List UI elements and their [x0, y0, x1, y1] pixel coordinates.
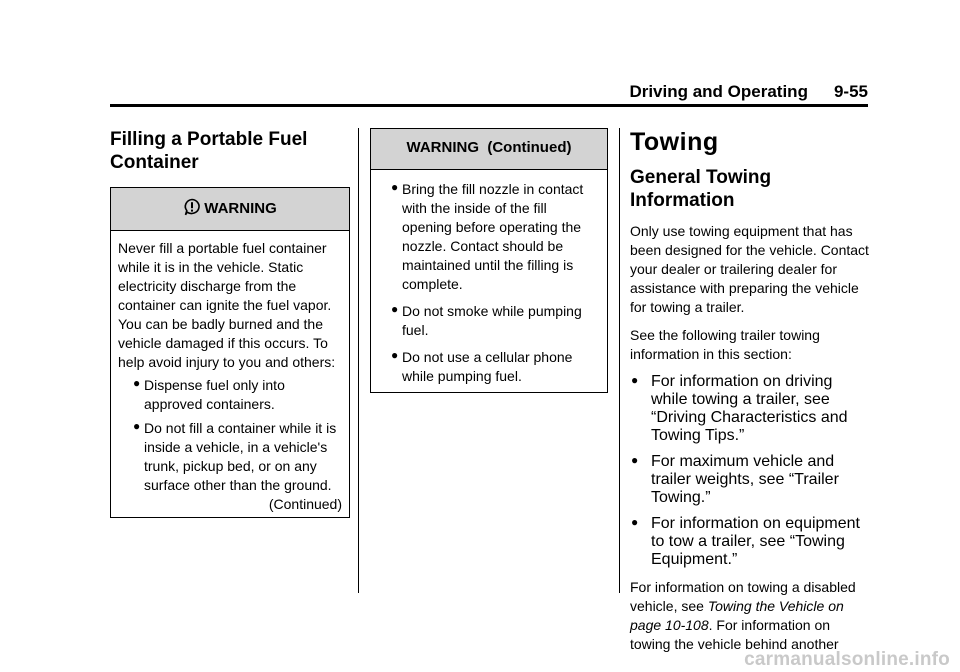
warning-box-continued — [370, 128, 608, 393]
warning-body — [111, 231, 349, 517]
list-item: ● Dispense fuel only into approved containers. — [133, 376, 285, 412]
column-2 — [370, 128, 608, 393]
bullet-icon: ● — [391, 302, 399, 316]
bullet-icon: ● — [631, 373, 639, 387]
column-divider — [619, 128, 620, 593]
section-heading: Filling a Portable Fuel Container — [110, 129, 308, 173]
list-item: ● Do not fill a container while it is inside a vehicle, in a vehicle's trunk, pickup bed, or on any surface other than the ground. — [133, 419, 337, 493]
bullet-icon: ● — [391, 348, 399, 362]
warning-body — [371, 170, 607, 392]
warning-header: WARNING (Continued) — [371, 129, 607, 170]
chapter-title: Towing — [630, 128, 719, 156]
list-item: ● Do not use a cellular phone while pumping fuel. — [391, 348, 573, 384]
warning-header — [111, 188, 349, 231]
header-rule — [110, 104, 868, 107]
section-heading: General Towing Information — [630, 167, 772, 211]
paragraph: See the following trailer towing information in this section: — [630, 327, 820, 362]
list-item: ● For maximum vehicle and trailer weights, see “Trailer Towing.” — [631, 453, 839, 506]
column-3 — [630, 128, 870, 654]
column-divider — [358, 128, 359, 593]
bullet-icon: ● — [631, 515, 639, 529]
towing-list — [630, 373, 870, 569]
warning-list — [118, 376, 342, 495]
warning-text: Never fill a portable fuel container while it is in the vehicle. Static electricity discharge from the container can ignite the fuel vapor. You can be badly burned and the vehicle damaged if this occurs. To help avoid injury to you and others: — [118, 240, 336, 370]
warning-box — [110, 187, 350, 518]
watermark: carmanualsonline.info — [744, 649, 950, 670]
bullet-icon: ● — [391, 180, 399, 194]
page-header — [110, 82, 868, 106]
bullet-icon: ● — [133, 376, 141, 390]
list-item: ● For information on driving while towing a trailer, see “Driving Characteristics and Towing Tips.” — [631, 373, 848, 444]
paragraph: Only use towing equipment that has been designed for the vehicle. Contact your dealer or trailering dealer for assistance with preparing the vehicle for towing a trailer. — [630, 223, 869, 315]
list-item: ● Do not smoke while pumping fuel. — [391, 302, 582, 338]
warning-bubble-icon — [183, 198, 201, 216]
list-item: ● For information on equipment to tow a trailer, see “Towing Equipment.” — [631, 515, 860, 568]
cross-reference-link[interactable]: Towing the Vehicle on page 10-108 — [630, 598, 844, 633]
page-number: 9-55 — [833, 82, 868, 101]
bullet-icon: ● — [631, 453, 639, 467]
bullet-icon: ● — [133, 419, 141, 433]
list-item: ● Bring the fill nozzle in contact with the inside of the fill opening before operating the nozzle. Contact should be maintained until the filling is complete. — [391, 180, 584, 292]
section-title: Driving and Operating — [629, 82, 808, 101]
paragraph: For information on towing a disabled vehicle, see Towing the Vehicle on page 10-108. For information on towing the vehicle behind another — [630, 579, 856, 652]
warning-list — [376, 180, 600, 386]
warning-title: WARNING — [204, 200, 277, 217]
continued-label: (Continued) — [268, 496, 342, 512]
column-1 — [110, 128, 350, 518]
